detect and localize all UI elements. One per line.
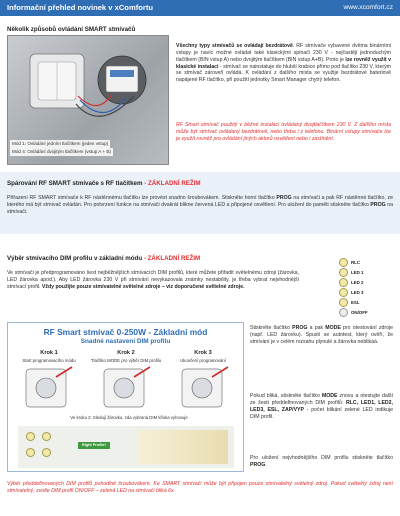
r1-e: pro otestování zdroje (např. LED žárovku). Spustí se autotest, který ověří, že stmívání je v celém rozsahu plynulé a žárovka neblikáá. — [250, 325, 394, 345]
r2-e: - počet blikání zelené LED indikuje DIM profil. — [250, 406, 394, 420]
bulb-icon — [339, 258, 348, 267]
r1-mode: MODE — [325, 325, 341, 331]
s2-prog-2: PROG — [370, 201, 386, 208]
p1-text-b: - stmívač se nainstaluje do hlubší krabice přímo pod tlačítko 230 V, kterým se stmívač zároveň ovládá. K ovládání z dalšího místa se využije bezdrátové bateriově napájené RF tlačítko, při použití jednotky Smart Manager chytrý telefon. — [176, 63, 391, 84]
right-paragraph-2 — [250, 393, 393, 420]
legend-esl: ESL — [351, 300, 360, 305]
section1-title: Několik způsobů ovládání SMART stmívačů — [7, 26, 136, 33]
bulb-icon — [339, 298, 348, 307]
dim-profile-infobox — [7, 322, 244, 472]
step-illustrations — [12, 365, 240, 411]
lamp-sequence — [18, 426, 234, 468]
s2-prog-1: PROG — [276, 195, 292, 201]
step2-note: Ve kroku 2: Sledují žárovku, zda vybraná DIM křivka vyhovuje — [70, 415, 188, 420]
p1-text-a: . RF stmívače vybavené dvěma binárními vstupy je navíc možné ovládat také klasickými spínači 230 V - nejčastěji jednoduchým tlačítkem (BIN vstup A) nebo dvojitým tlačítkem (BIN vstup A+B). Proto je — [176, 43, 391, 63]
infobox-subtitle: Snadné nastavení DIM profilu — [80, 338, 171, 345]
step-2-desc: Tlačítko MODE pro výběr DIM profilu — [90, 358, 162, 363]
legend-led1: LED 1 — [351, 270, 364, 275]
footer-note: Výběr předdefinovaných DIM profilů pohodlně šroubovákem. Ke SMART stmívači může být připojen pouze stmívatelný světelný zdroj. Pokud světelný zdroj není stmívatelný, zvolte DIM profil ON/OFF – zelená LED na stmívači bliká 6x. — [7, 481, 393, 494]
section3-title-a: Výběr stmívacího DIM profilu v základní módu — [7, 255, 143, 262]
s3-bold: Vždy použijte pouze stmívatelné světelné zdroje – viz doporučené světelné zdroje. — [41, 283, 245, 290]
step-2-dimmer-icon — [104, 367, 150, 407]
header-url[interactable]: www.xcomfort.cz — [343, 4, 393, 11]
lamp-icon — [26, 448, 35, 457]
header-title: Informační přehled novinek v xComfortu — [7, 3, 153, 12]
r3-c: . — [265, 461, 267, 468]
bulb-off-icon — [339, 308, 348, 317]
room-photo — [138, 430, 228, 464]
step-1-label: Krok 1 — [40, 350, 58, 356]
step-1-dimmer-icon — [26, 367, 72, 407]
lamp-icon — [42, 432, 51, 441]
bulb-icon — [339, 278, 348, 287]
section1-note: RF Smart stmívač použitý v běžné instalaci ovládaný dvojtlačítkem 230 V. Z dalšího místa může být stmívač ovládaný bezdrátově, nebo třeba i z telefonu. Binární vstupy stmívače lze je využít rovněž pro ovládání jiných aktorů osvětlení nebo i zastínění. — [176, 122, 391, 142]
s3-text: Ve stmívači je předprogramováno šest nejběžnějších stmívacích DIM profilů, které můžete přiřadit světelnému zdroji (žárovka, LED žárovka apod.). Aby LED žárovka 230 V při stmívání nevykazovala známky nestability, je třeba vybrat nejvhodnější stmívací profil. — [7, 270, 299, 290]
caption-mode4: Mód 4: Ovládání dvojitým tlačítkem (vstup A + B) — [10, 148, 113, 156]
section3-title — [7, 255, 200, 263]
section2-paragraph — [7, 195, 393, 216]
section3-title-b: - ZÁKLADNÍ REŽIM — [142, 255, 201, 262]
s2-text-c: na stmívači. — [7, 201, 393, 215]
r2-c: znovu a otestujte další ze šesti předdefinovaných DIM profilů: — [250, 393, 393, 406]
step-3-dimmer-icon — [182, 367, 228, 407]
bulb-icon — [339, 288, 348, 297]
legend-onoff: ON/OFF — [351, 310, 368, 315]
r2-mode: MODE — [321, 393, 338, 399]
infobox-title: RF Smart stmívač 0-250W - Základní mód — [43, 327, 208, 337]
step-1-desc: Start programovacího módu — [22, 358, 76, 363]
section2-title-a: Spárování RF SMART stmívače s RF tlačítkem — [7, 180, 143, 187]
dimmer-install-photo — [7, 35, 169, 165]
right-paragraph-3 — [250, 455, 393, 469]
r3-prog: PROG — [250, 461, 266, 468]
step-3-desc: Ukončení programování — [180, 358, 226, 363]
p1-bold: Všechny typy stmívačů se ovládají bezdrátově — [176, 43, 293, 49]
legend-rlc: RLC — [351, 260, 361, 265]
p1-bold2: lze rovněž využít v klasické instalaci — [176, 56, 391, 70]
legend-led3: LED 3 — [351, 290, 364, 295]
step-2-label: Krok 2 — [117, 350, 135, 356]
r3-a: Pro uložení nejvhodnějšího DIM profilu stiskněte tlačítko — [250, 455, 393, 461]
section2-title-b: - ZÁKLADNÍ REŽIM — [142, 180, 201, 187]
right-profile-indicator: Right Profile! — [78, 442, 110, 449]
bulb-icon — [339, 268, 348, 277]
lamp-icon — [26, 432, 35, 441]
step-3-label: Krok 3 — [194, 350, 212, 356]
caption-mode1: Mód 1: Ovládání jedním tlačítkem (jeden vstup) — [10, 140, 110, 148]
s2-text-b: na stmívači a pak RF nástěnné tlačítko, ze kterého má být stmívač ovládán. Pro potvrzení funkce na stmívači dvakrát blikne červená LED a připojené osvětlení. Pro uložení do paměti stiskněte tlačítko — [7, 195, 393, 208]
dim-profile-legend — [339, 258, 395, 320]
section3-paragraph — [7, 270, 299, 291]
section2-title — [7, 180, 201, 188]
section1-paragraph — [176, 43, 391, 84]
legend-led2: LED 2 — [351, 280, 364, 285]
header-bar — [0, 0, 400, 16]
s2-text-a: Přiřazení RF SMART stmívače k RF nástěnnému tlačítku lze provést snadno šroubovákem. Stiskněte horní tlačítko — [7, 195, 277, 201]
r1-a: Stiskněte tlačítko — [250, 325, 293, 331]
r1-prog: PROG — [292, 325, 308, 331]
lamp-icon — [42, 448, 51, 457]
r2-a: Pokud bliká, stiskněte tlačítko — [250, 393, 322, 399]
right-paragraph-1 — [250, 325, 393, 346]
r2-profiles: RLC, LED1, LED2, LED3, ESL, ZAP/VYP — [250, 399, 393, 413]
r1-c: a pak — [307, 325, 326, 331]
